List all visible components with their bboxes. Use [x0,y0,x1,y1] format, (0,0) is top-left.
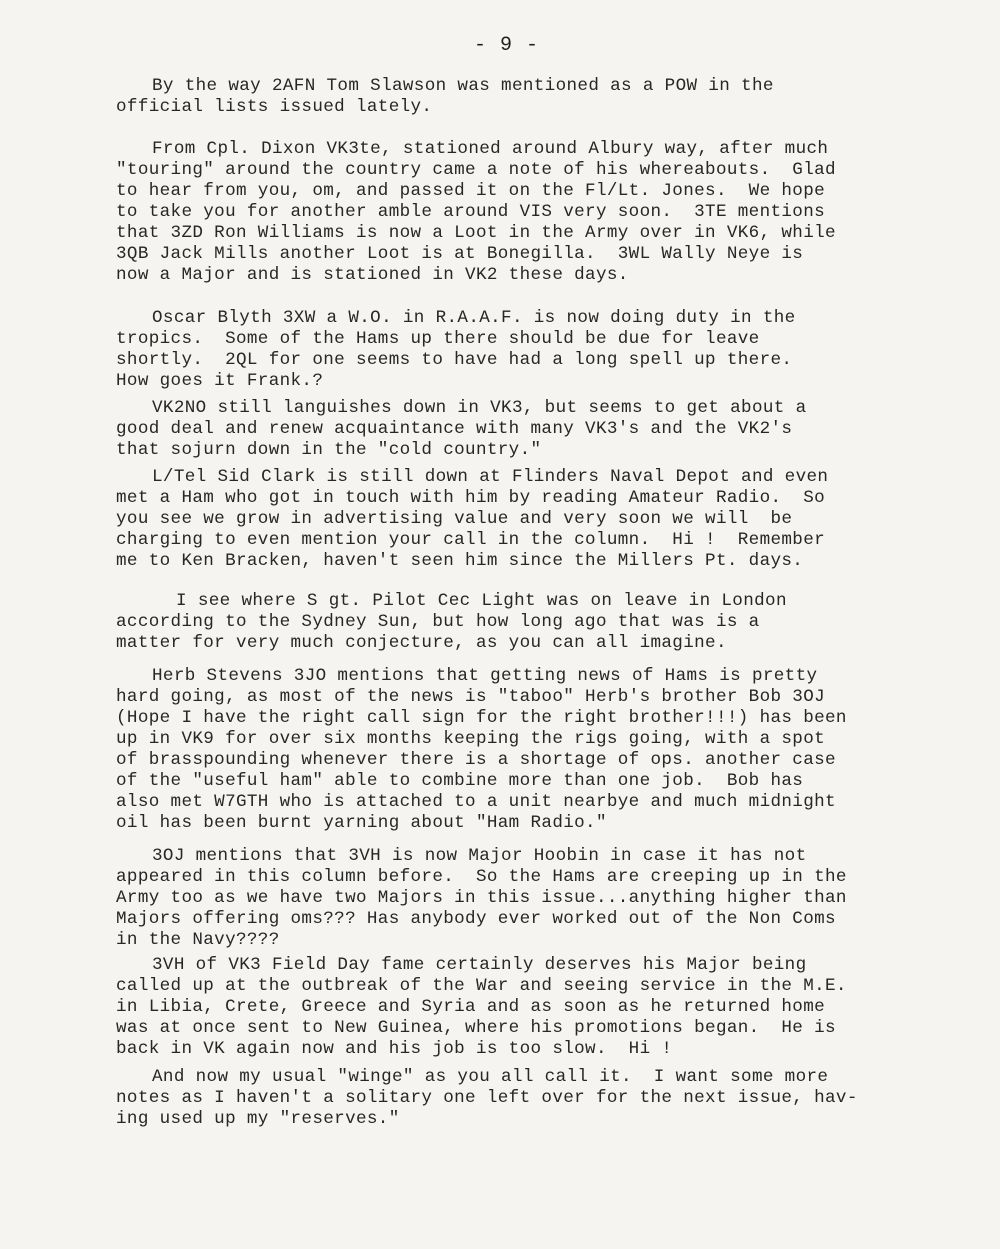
text-line: I see where S gt. Pilot Cec Light was on leave in London [176,591,787,611]
text-line: according to the Sydney Sun, but how long ago that was is a [116,612,760,632]
text-line: was at once sent to New Guinea, where his promotions began. He is [116,1018,836,1038]
text-line: now a Major and is stationed in VK2 these days. [116,265,629,285]
text-line: 3VH of VK3 Field Day fame certainly deserves his Major being [152,955,807,975]
text-line: ing used up my "reserves." [116,1109,400,1129]
text-line: to take you for another amble around VIS very soon. 3TE mentions [116,202,826,222]
text-line: From Cpl. Dixon VK3te, stationed around Albury way, after much [152,139,829,159]
text-line: of brasspounding whenever there is a shortage of ops. another case [116,750,836,770]
text-line: appeared in this column before. So the Hams are creeping up in the [116,867,847,887]
text-line: VK2NO still languishes down in VK3, but seems to get about a [152,398,807,418]
text-line: Herb Stevens 3JO mentions that getting news of Hams is pretty [152,666,818,686]
text-line: (Hope I have the right call sign for the right brother!!!) has been [116,708,847,728]
text-line: up in VK9 for over six months keeping the rigs going, with a spot [116,729,826,749]
text-line: also met W7GTH who is attached to a unit nearbye and much midnight [116,792,836,812]
text-line: called up at the outbreak of the War and seeing service in the M.E. [116,976,847,996]
text-line: oil has been burnt yarning about "Ham Radio." [116,813,607,833]
text-line: that sojurn down in the "cold country." [116,440,542,460]
text-line: tropics. Some of the Hams up there should be due for leave [116,329,760,349]
text-line: "touring" around the country came a note of his whereabouts. Glad [116,160,836,180]
text-line: in Libia, Crete, Greece and Syria and as soon as he returned home [116,997,826,1017]
text-line: notes as I haven't a solitary one left over for the next issue, hav- [116,1088,858,1108]
text-line: good deal and renew acquaintance with many VK3's and the VK2's [116,419,793,439]
text-line: to hear from you, om, and passed it on the Fl/Lt. Jones. We hope [116,181,826,201]
text-line: matter for very much conjecture, as you can all imagine. [116,633,727,653]
text-line: charging to even mention your call in the column. Hi ! Remember [116,530,826,550]
text-line: of the "useful ham" able to combine more than one job. Bob has [116,771,804,791]
text-line: How goes it Frank.? [116,371,324,391]
text-line: back in VK again now and his job is too slow. Hi ! [116,1039,673,1059]
text-line: official lists issued lately. [116,97,433,117]
text-line: Oscar Blyth 3XW a W.O. in R.A.A.F. is now doing duty in the [152,308,796,328]
text-line: that 3ZD Ron Williams is now a Loot in the Army over in VK6, while [116,223,836,243]
text-line: 3QB Jack Mills another Loot is at Bonegilla. 3WL Wally Neye is [116,244,804,264]
page-number: - 9 - [474,34,540,57]
text-line: By the way 2AFN Tom Slawson was mentioned as a POW in the [152,76,774,96]
text-line: me to Ken Bracken, haven't seen him since the Millers Pt. days. [116,551,804,571]
text-line: you see we grow in advertising value and very soon we will be [116,509,793,529]
text-line: hard going, as most of the news is "taboo" Herb's brother Bob 3OJ [116,687,826,707]
text-line: Majors offering oms??? Has anybody ever worked out of the Non Coms [116,909,836,929]
text-line: L/Tel Sid Clark is still down at Flinders Naval Depot and even [152,467,829,487]
text-line: shortly. 2QL for one seems to have had a long spell up there. [116,350,793,370]
text-line: 3OJ mentions that 3VH is now Major Hoobin in case it has not [152,846,807,866]
text-line: Army too as we have two Majors in this issue...anything higher than [116,888,847,908]
text-line: And now my usual "winge" as you all call it. I want some more [152,1067,829,1087]
text-line: met a Ham who got in touch with him by reading Amateur Radio. So [116,488,826,508]
text-line: in the Navy???? [116,930,280,950]
